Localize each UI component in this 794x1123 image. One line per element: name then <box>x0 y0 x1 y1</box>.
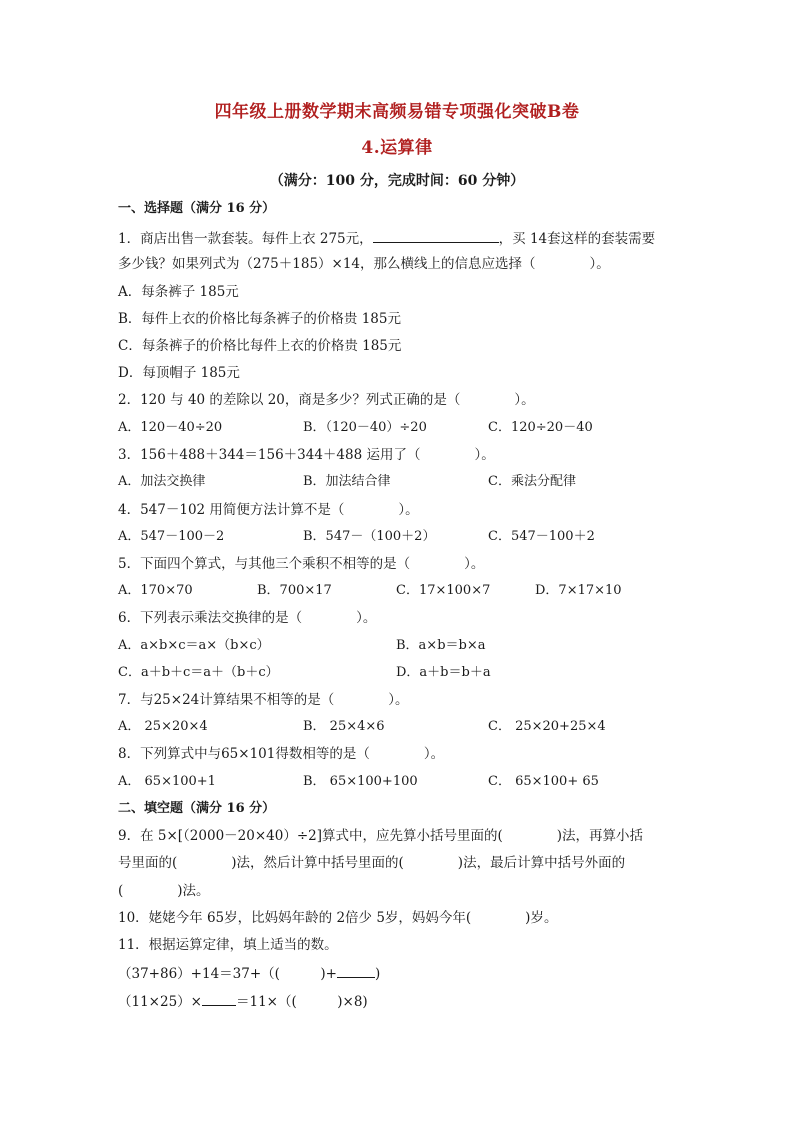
q11-eq1-blank[interactable] <box>337 963 375 978</box>
q4-option-b[interactable]: B．547－（100＋2） <box>303 529 436 544</box>
q5-option-c[interactable]: C．17×100×7 <box>396 583 491 598</box>
q6-option-d[interactable]: D．a＋b＝b＋a <box>396 665 491 680</box>
q6-option-c[interactable]: C．a＋b＋c＝a＋（b＋c） <box>118 665 279 680</box>
q2-option-a[interactable]: A．120－40÷20 <box>118 420 223 435</box>
q2-option-c[interactable]: C．120÷20－40 <box>488 420 593 435</box>
section-fill-heading: 二、填空题（满分 16 分） <box>118 801 276 816</box>
q1-option-d[interactable]: D．每顶帽子 185元 <box>118 365 240 381</box>
q5-option-d[interactable]: D．7×17×10 <box>535 583 622 598</box>
q4-option-a[interactable]: A．547－100－2 <box>118 529 225 544</box>
q11-stem: 11．根据运算定律，填上适当的数。 <box>118 937 338 953</box>
q1-option-a[interactable]: A．每条裤子 185元 <box>118 284 239 300</box>
q2-option-b[interactable]: B．（120－40）÷20 <box>303 420 427 435</box>
q9-line1: 9．在 5×[（2000－20×40）÷2]算式中，应先算小括号里面的( )法，再算小括 <box>118 828 644 844</box>
q2-stem: 2．120 与 40 的差除以 20，商是多少？列式正确的是（ ）。 <box>118 392 535 408</box>
q3-option-a[interactable]: A．加法交换律 <box>118 474 206 489</box>
q1-option-b[interactable]: B．每件上衣的价格比每条裤子的价格贵 185元 <box>118 311 401 327</box>
q6-stem: 6．下列表示乘法交换律的是（ ）。 <box>118 610 377 626</box>
q3-option-b[interactable]: B．加法结合律 <box>303 474 391 489</box>
q3-option-c[interactable]: C．乘法分配律 <box>488 474 576 489</box>
q1-answer-blank[interactable] <box>373 228 499 243</box>
q11-equation-2 <box>118 991 368 1011</box>
q7-stem: 7．与25×24计算结果不相等的是（ ）。 <box>118 692 409 708</box>
q1-text-a: 1．商店出售一款套装。每件上衣 275元， <box>118 231 373 247</box>
q4-option-c[interactable]: C．547－100＋2 <box>488 529 595 544</box>
q11-eq2-text-a: （11×25）× <box>118 994 202 1010</box>
q7-option-c[interactable]: C． 25×20+25×4 <box>488 719 606 734</box>
q10-stem: 10．姥姥今年 65岁，比妈妈年龄的 2倍少 5岁，妈妈今年( )岁。 <box>118 910 558 926</box>
q8-option-a[interactable]: A． 65×100+1 <box>118 774 216 789</box>
q1-text-b: ，买 14套这样的套装需要 <box>498 231 656 247</box>
q6-option-b[interactable]: B．a×b＝b×a <box>396 638 486 653</box>
q7-option-b[interactable]: B． 25×4×6 <box>303 719 385 734</box>
q11-eq2-blank[interactable] <box>202 991 236 1006</box>
q1-line2: 多少钱？如果列式为（275＋185）×14，那么横线上的信息应选择（ ）。 <box>118 256 610 272</box>
q4-stem: 4．547－102 用简便方法计算不是（ ）。 <box>118 502 419 518</box>
q8-stem: 8．下列算式中与65×101得数相等的是（ ）。 <box>118 746 445 762</box>
q6-option-a[interactable]: A．a×b×c＝a×（b×c） <box>118 638 270 653</box>
q5-stem: 5．下面四个算式，与其他三个乘积不相等的是（ ）。 <box>118 556 485 572</box>
q11-equation-1 <box>118 963 380 983</box>
q1-option-c[interactable]: C．每条裤子的价格比每件上衣的价格贵 185元 <box>118 338 402 354</box>
q8-option-c[interactable]: C． 65×100+ 65 <box>488 774 599 789</box>
q11-eq2-text-b: ＝11×（( )×8) <box>235 994 368 1010</box>
worksheet-title: 四年级上册数学期末高频易错专项强化突破B卷 <box>214 102 580 122</box>
q11-eq1-text-a: （37+86）+14＝37+（( )+ <box>118 966 337 982</box>
q9-line2: 号里面的( )法，然后计算中括号里面的( )法，最后计算中括号外面的 <box>118 855 626 871</box>
q3-stem: 3．156＋488＋344＝156＋344＋488 运用了（ ）。 <box>118 447 495 463</box>
q7-option-a[interactable]: A． 25×20×4 <box>118 719 208 734</box>
q1-line1 <box>118 228 655 248</box>
q9-line3: ( )法。 <box>118 883 210 899</box>
score-time-line: （满分：100 分，完成时间：60 分钟） <box>269 173 525 189</box>
q5-option-b[interactable]: B．700×17 <box>257 583 332 598</box>
section-choice-heading: 一、选择题（满分 16 分） <box>118 201 276 216</box>
q11-eq1-text-b: ) <box>375 966 381 982</box>
q8-option-b[interactable]: B． 65×100+100 <box>303 774 418 789</box>
worksheet-subtitle: 4.运算律 <box>361 138 433 158</box>
q5-option-a[interactable]: A．170×70 <box>118 583 193 598</box>
